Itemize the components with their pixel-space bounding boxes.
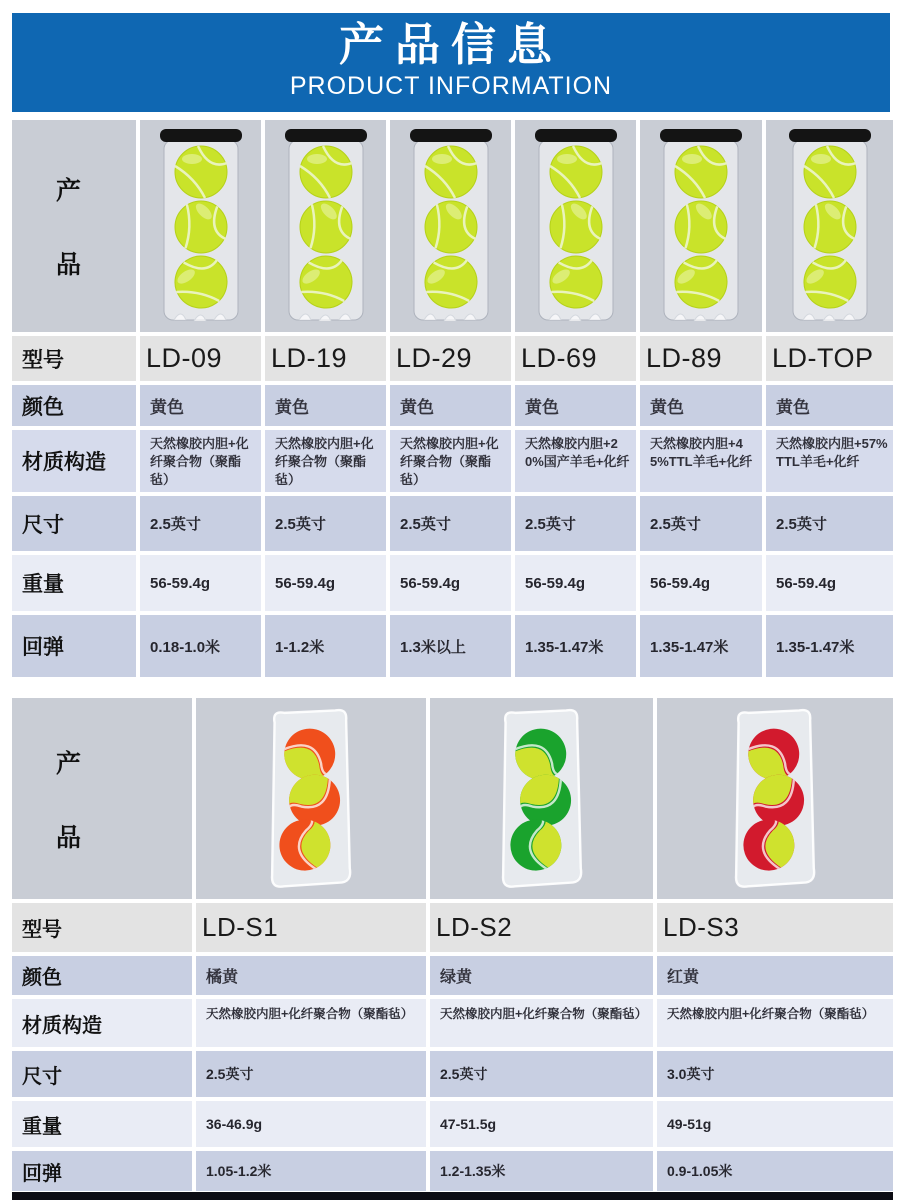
weight-value: 56-59.4g xyxy=(390,555,511,611)
weight-value: 56-59.4g xyxy=(640,555,762,611)
row-label-model: 型号 xyxy=(12,903,192,952)
product-photo-ld-09 xyxy=(140,120,261,332)
tennis-tube-icon xyxy=(789,127,871,325)
color-value: 红黄 xyxy=(657,956,893,995)
rebound-value: 1.3米以上 xyxy=(390,615,511,677)
model-value: LD-89 xyxy=(640,336,762,381)
row-label-color: 颜色 xyxy=(12,385,136,426)
rebound-value: 1.35-1.47米 xyxy=(766,615,893,677)
page-subtitle: PRODUCT INFORMATION xyxy=(289,71,613,100)
product-label-char2: 品 xyxy=(56,823,82,852)
rebound-value: 1.35-1.47米 xyxy=(515,615,636,677)
material-value: 天然橡胶内胆+化纤聚合物（聚酯毡） xyxy=(196,999,426,1047)
product-label-char1: 产 xyxy=(56,749,82,778)
model-value: LD-09 xyxy=(140,336,261,381)
product-label-char2: 品 xyxy=(56,251,82,279)
tennis-tube-icon xyxy=(535,127,617,325)
weight-value: 36-46.9g xyxy=(196,1101,426,1147)
material-value: 天然橡胶内胆+57%TTL羊毛+化纤 xyxy=(766,430,893,492)
size-value: 2.5英寸 xyxy=(196,1051,426,1097)
row-label-model: 型号 xyxy=(12,336,136,381)
row-label-material: 材质构造 xyxy=(12,999,192,1047)
model-value: LD-S3 xyxy=(657,903,893,952)
color-value: 黄色 xyxy=(766,385,893,426)
product-photo-ld-top xyxy=(766,120,893,332)
size-value: 2.5英寸 xyxy=(766,496,893,551)
rebound-value: 0.9-1.05米 xyxy=(657,1151,893,1191)
product-photo-ld-19 xyxy=(265,120,386,332)
material-value: 天然橡胶内胆+45%TTL羊毛+化纤 xyxy=(640,430,762,492)
weight-value: 49-51g xyxy=(657,1101,893,1147)
product-label-char1: 产 xyxy=(56,177,82,205)
row-label-size: 尺寸 xyxy=(12,1051,192,1097)
rebound-value: 1.35-1.47米 xyxy=(640,615,762,677)
row-label-material: 材质构造 xyxy=(12,430,136,492)
product-row-label xyxy=(12,120,136,332)
size-value: 2.5英寸 xyxy=(430,1051,653,1097)
product-photo-ld-s2 xyxy=(430,698,653,899)
rebound-value: 0.18-1.0米 xyxy=(140,615,261,677)
tennis-tube-icon xyxy=(285,127,367,325)
tennis-tube-icon xyxy=(410,127,492,325)
rebound-value: 1-1.2米 xyxy=(265,615,386,677)
model-value: LD-69 xyxy=(515,336,636,381)
tennis-tube-icon xyxy=(160,127,242,325)
model-value: LD-19 xyxy=(265,336,386,381)
material-value: 天然橡胶内胆+化纤聚合物（聚酯毡） xyxy=(140,430,261,492)
weight-value: 56-59.4g xyxy=(140,555,261,611)
ball-bag-icon xyxy=(260,708,362,890)
weight-value: 56-59.4g xyxy=(265,555,386,611)
size-value: 2.5英寸 xyxy=(515,496,636,551)
row-label-rebound: 回弹 xyxy=(12,615,136,677)
color-value: 黄色 xyxy=(640,385,762,426)
ball-bag-icon xyxy=(724,708,826,890)
spec-table-bagged-balls xyxy=(12,698,893,1191)
product-photo-ld-69 xyxy=(515,120,636,332)
row-label-color: 颜色 xyxy=(12,956,192,995)
weight-value: 47-51.5g xyxy=(430,1101,653,1147)
product-row-label xyxy=(12,698,192,899)
color-value: 黄色 xyxy=(515,385,636,426)
row-label-weight: 重量 xyxy=(12,555,136,611)
material-value: 天然橡胶内胆+20%国产羊毛+化纤 xyxy=(515,430,636,492)
row-label-rebound: 回弹 xyxy=(12,1151,192,1191)
page-banner xyxy=(12,13,890,112)
model-value: LD-S2 xyxy=(430,903,653,952)
size-value: 2.5英寸 xyxy=(140,496,261,551)
material-value: 天然橡胶内胆+化纤聚合物（聚酯毡） xyxy=(657,999,893,1047)
model-value: LD-S1 xyxy=(196,903,426,952)
model-value: LD-TOP xyxy=(766,336,893,381)
weight-value: 56-59.4g xyxy=(515,555,636,611)
tennis-tube-icon xyxy=(660,127,742,325)
color-value: 绿黄 xyxy=(430,956,653,995)
rebound-value: 1.05-1.2米 xyxy=(196,1151,426,1191)
size-value: 2.5英寸 xyxy=(265,496,386,551)
material-value: 天然橡胶内胆+化纤聚合物（聚酯毡） xyxy=(390,430,511,492)
product-photo-ld-29 xyxy=(390,120,511,332)
ball-bag-icon xyxy=(491,708,593,890)
color-value: 黄色 xyxy=(265,385,386,426)
material-value: 天然橡胶内胆+化纤聚合物（聚酯毡） xyxy=(430,999,653,1047)
model-value: LD-29 xyxy=(390,336,511,381)
product-photo-ld-89 xyxy=(640,120,762,332)
material-value: 天然橡胶内胆+化纤聚合物（聚酯毡） xyxy=(265,430,386,492)
weight-value: 56-59.4g xyxy=(766,555,893,611)
product-photo-ld-s1 xyxy=(196,698,426,899)
rebound-value: 1.2-1.35米 xyxy=(430,1151,653,1191)
color-value: 黄色 xyxy=(390,385,511,426)
color-value: 黄色 xyxy=(140,385,261,426)
spec-table-tube-balls xyxy=(12,120,893,677)
product-photo-ld-s3 xyxy=(657,698,893,899)
bottom-divider xyxy=(12,1192,893,1200)
size-value: 2.5英寸 xyxy=(640,496,762,551)
row-label-weight: 重量 xyxy=(12,1101,192,1147)
page-title: 产品信息 xyxy=(338,19,563,70)
row-label-size: 尺寸 xyxy=(12,496,136,551)
size-value: 2.5英寸 xyxy=(390,496,511,551)
color-value: 橘黄 xyxy=(196,956,426,995)
size-value: 3.0英寸 xyxy=(657,1051,893,1097)
